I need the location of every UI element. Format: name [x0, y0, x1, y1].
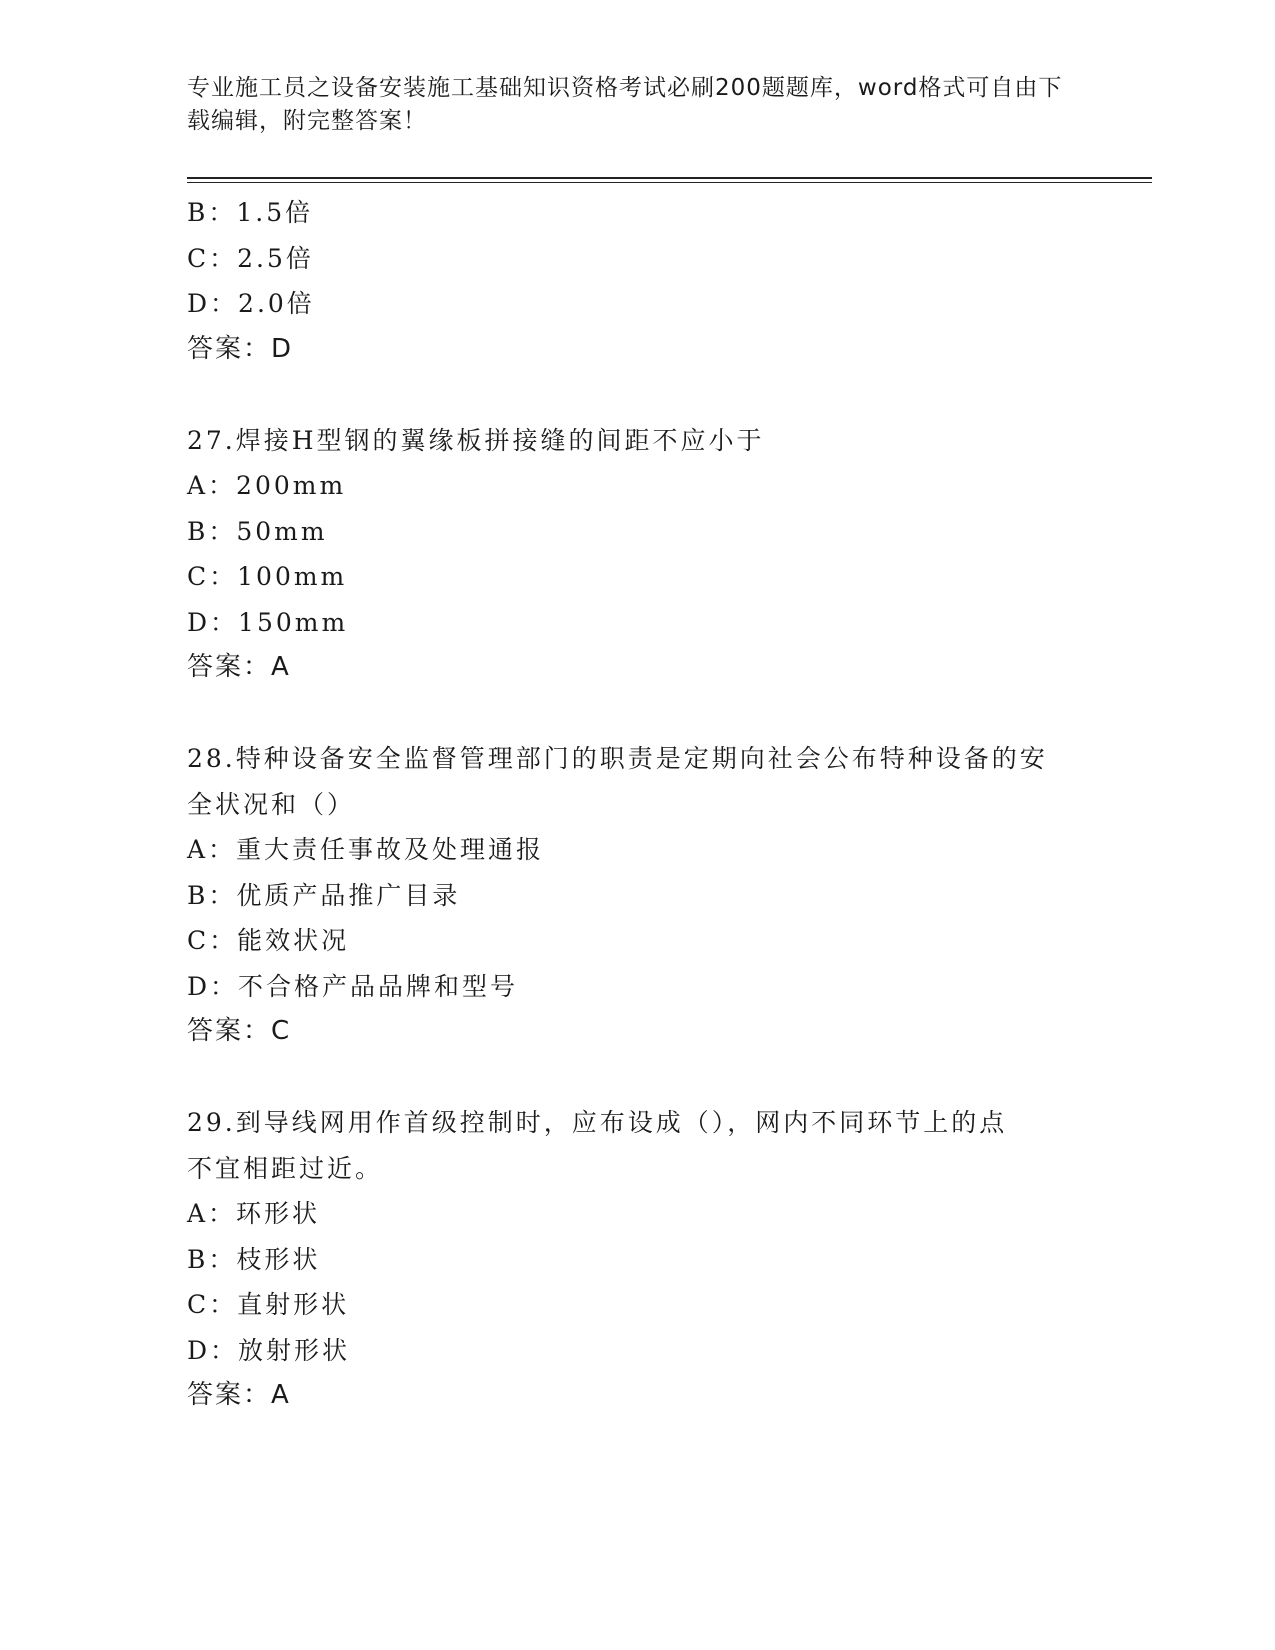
answer-label: 答案：D	[187, 333, 294, 364]
question-27-block	[187, 418, 1087, 691]
question-28-text-line-1: 28.特种设备安全监督管理部门的职责是定期向社会公布特种设备的安	[187, 744, 1048, 773]
option-b: B：50mm	[187, 516, 328, 546]
prev-question-block	[187, 190, 1087, 372]
option-a: A：200mm	[187, 471, 347, 500]
question-28-text-line-2: 全状况和（）	[187, 789, 356, 819]
question-27-text: 27.焊接H型钢的翼缘板拼接缝的间距不应小于	[187, 425, 765, 455]
header-divider-thin	[187, 182, 1152, 183]
question-29-text-line-2: 不宜相距过近。	[187, 1153, 384, 1183]
question-29-text-line-1: 29.到导线网用作首级控制时，应布设成（），网内不同环节上的点	[187, 1108, 1008, 1137]
option-b: B：1.5倍	[187, 198, 314, 227]
question-list	[187, 190, 1087, 1419]
option-c: C：能效状况	[187, 926, 350, 955]
option-c: C：直射形状	[187, 1290, 350, 1319]
option-d: D：放射形状	[187, 1335, 351, 1365]
option-c: C：2.5倍	[187, 243, 314, 273]
option-c: C：100mm	[187, 562, 348, 591]
question-29-block	[187, 1100, 1087, 1419]
option-b: B：枝形状	[187, 1244, 321, 1274]
option-d: D：2.0倍	[187, 289, 315, 318]
header-divider-thick	[187, 177, 1152, 179]
option-d: D：150mm	[187, 607, 349, 637]
answer-label: 答案：A	[187, 652, 291, 682]
option-b: B：优质产品推广目录	[187, 880, 461, 910]
answer-label: 答案：A	[187, 1380, 291, 1410]
question-28-block	[187, 736, 1087, 1055]
option-a: A：环形状	[187, 1199, 321, 1228]
answer-label: 答案：C	[187, 1016, 292, 1046]
option-a: A：重大责任事故及处理通报	[187, 835, 545, 864]
option-d: D：不合格产品品牌和型号	[187, 971, 519, 1001]
document-header-title: 专业施工员之设备安装施工基础知识资格考试必刷200题题库，word格式可自由下载编辑，附完整答案！	[187, 75, 1063, 134]
